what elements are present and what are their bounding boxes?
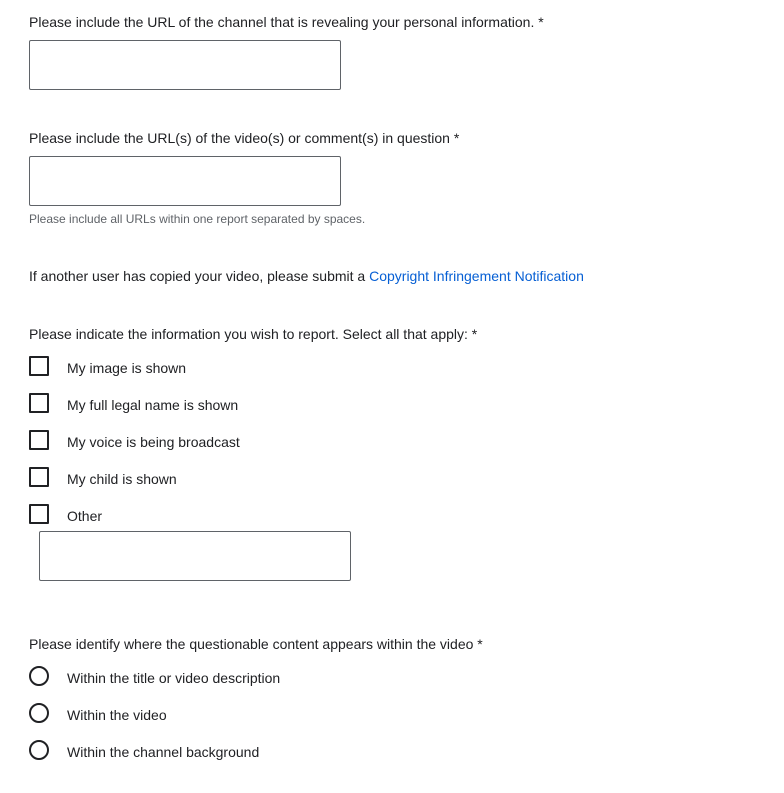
channel-url-input[interactable]	[29, 40, 341, 90]
checkbox[interactable]	[29, 430, 49, 450]
checkbox-label: My full legal name is shown	[67, 397, 239, 413]
checkbox-label: Other	[67, 508, 103, 524]
radio-label: Within the title or video description	[67, 670, 281, 686]
radio-label: Within the channel background	[67, 744, 260, 760]
radio-option-video[interactable]	[29, 703, 167, 723]
other-info-input[interactable]	[39, 531, 351, 581]
checkbox-option-other[interactable]	[29, 504, 102, 524]
checkbox-option-voice[interactable]	[29, 430, 240, 450]
checkbox[interactable]	[29, 393, 49, 413]
radio-button[interactable]	[29, 740, 49, 760]
radio-option-channel-background[interactable]	[29, 740, 259, 760]
checkbox-option-child[interactable]	[29, 467, 177, 487]
radio-button[interactable]	[29, 666, 49, 686]
radio-option-title-description[interactable]	[29, 666, 280, 686]
checkbox-label: My voice is being broadcast	[67, 434, 240, 450]
radio-label: Within the video	[67, 707, 167, 723]
video-urls-label: Please include the URL(s) of the video(s) or comment(s) in question *	[29, 130, 460, 146]
copyright-infringement-link[interactable]: Copyright Infringement Notification	[369, 268, 584, 284]
video-urls-hint: Please include all URLs within one report separated by spaces.	[29, 212, 366, 226]
checkbox[interactable]	[29, 356, 49, 376]
video-urls-input[interactable]	[29, 156, 341, 206]
copyright-notice	[29, 268, 584, 284]
checkbox[interactable]	[29, 504, 49, 524]
radio-button[interactable]	[29, 703, 49, 723]
content-location-label: Please identify where the questionable content appears within the video *	[29, 636, 483, 652]
checkbox[interactable]	[29, 467, 49, 487]
checkbox-label: My image is shown	[67, 360, 187, 376]
report-info-label: Please indicate the information you wish to report. Select all that apply: *	[29, 326, 478, 342]
channel-url-label: Please include the URL of the channel that is revealing your personal information. *	[29, 14, 544, 30]
checkbox-label: My child is shown	[67, 471, 177, 487]
checkbox-option-legal-name[interactable]	[29, 393, 238, 413]
copyright-notice-text: If another user has copied your video, please submit a	[29, 268, 370, 284]
checkbox-option-image[interactable]	[29, 356, 186, 376]
